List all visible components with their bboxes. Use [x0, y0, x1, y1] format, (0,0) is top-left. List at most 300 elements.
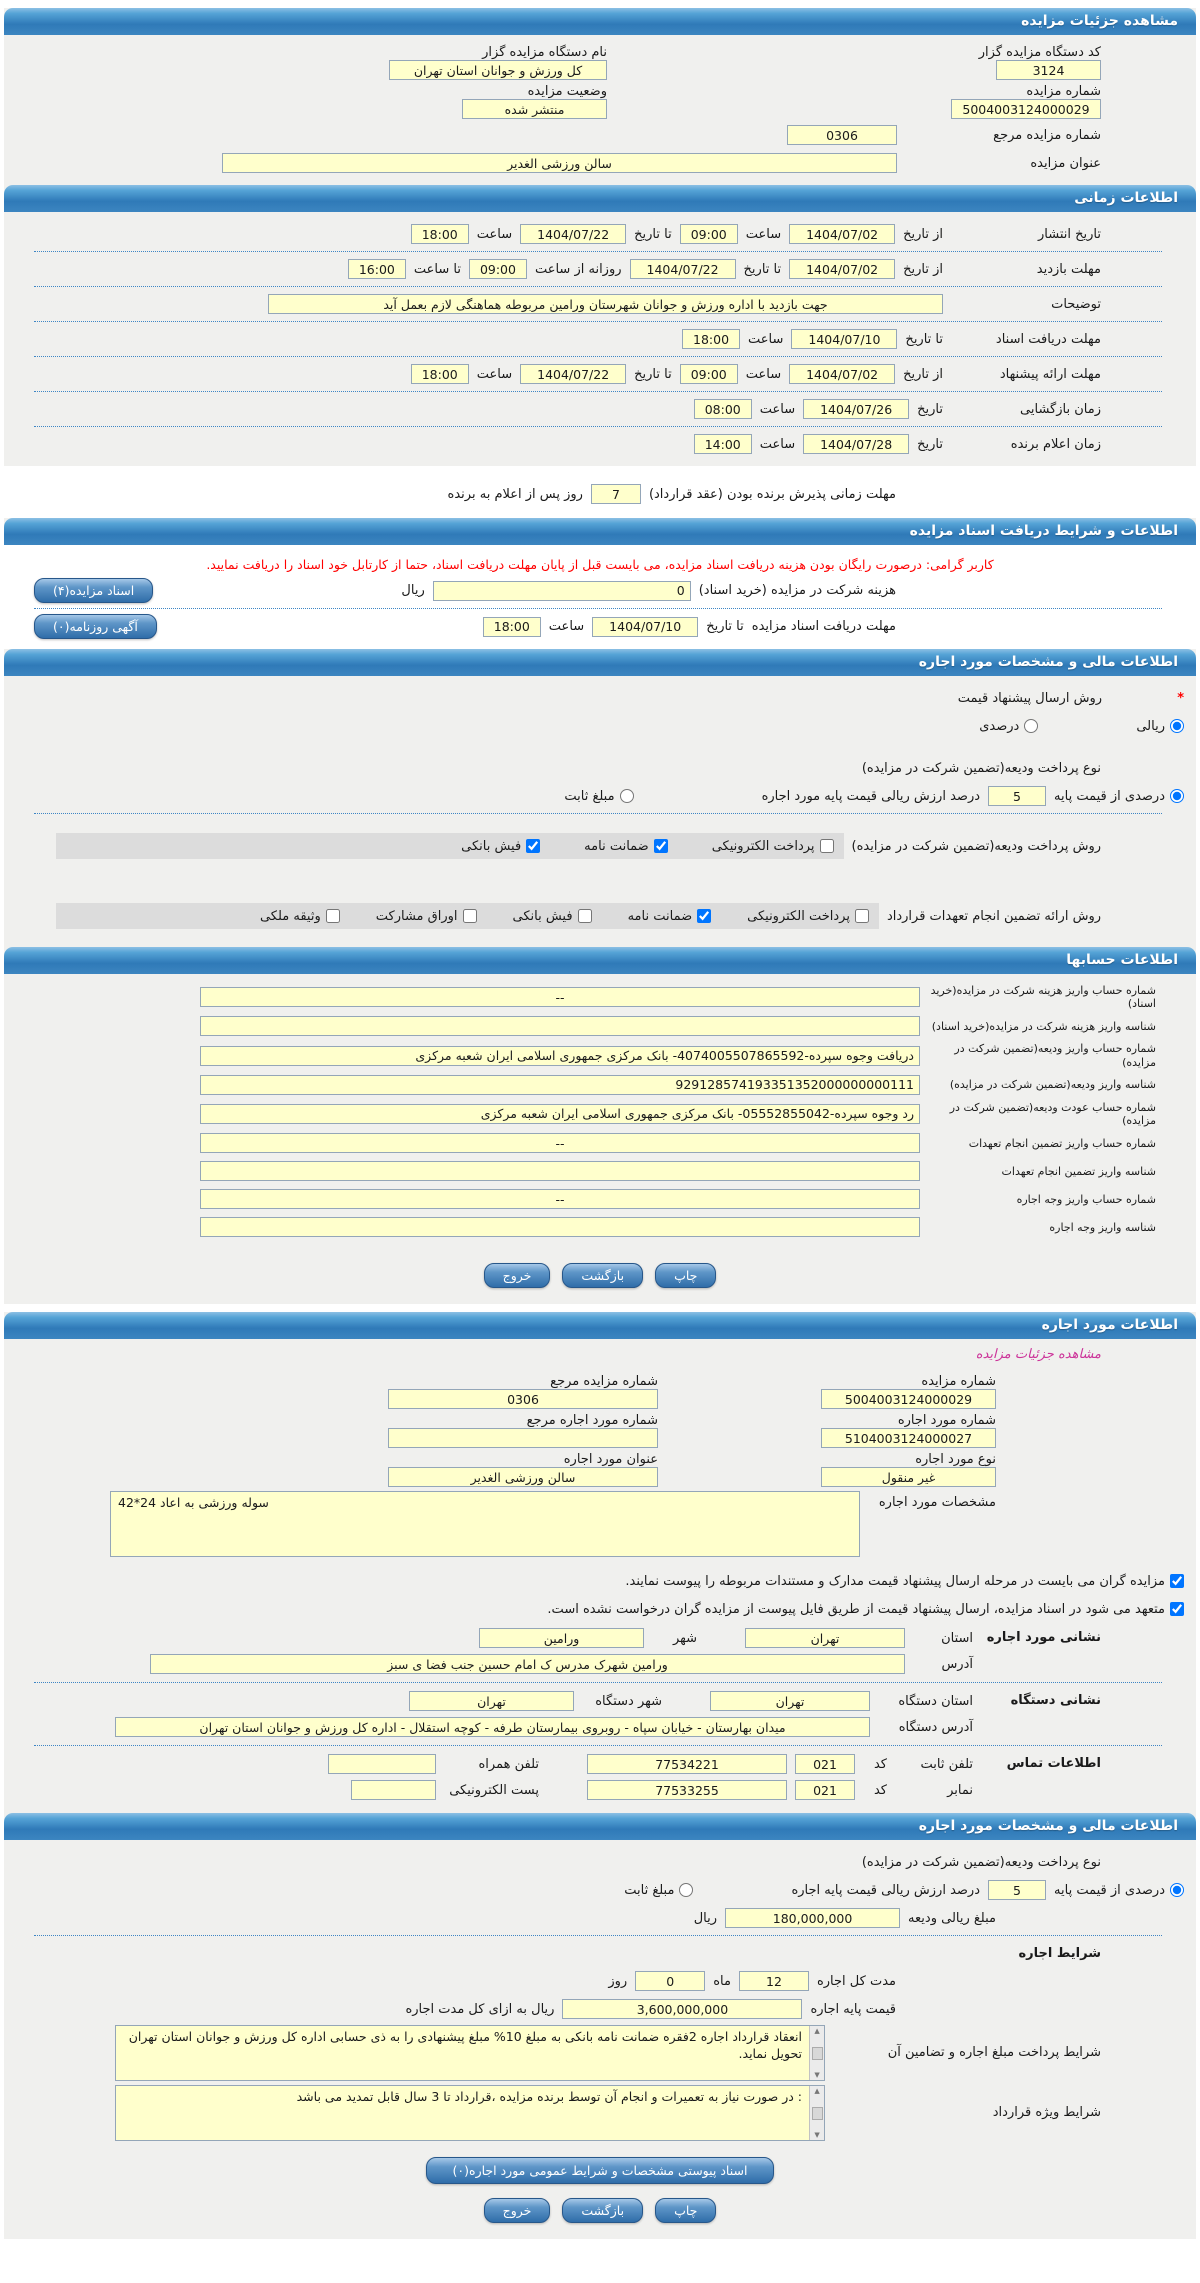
attach-note2-label: متعهد می شود در اسناد مزایده، ارسال پیشنهاد قیمت از طریق فایل پیوست از مزایده گران درخواست نشده است. — [547, 1601, 1165, 1617]
acceptance-band — [4, 466, 1196, 518]
item-number-pair — [666, 1413, 996, 1448]
offer-from-time-field[interactable]: 09:00 — [680, 364, 738, 384]
back-button[interactable]: بازگشت — [562, 2198, 643, 2223]
section-title-financial: اطلاعات مالی و مشخصات مورد اجاره — [918, 654, 1178, 670]
item-address-field[interactable]: ورامین شهرک مدرس ک امام حسین جنب فضا ی سبز — [150, 1654, 905, 1674]
guarantee-property-checkbox[interactable] — [326, 909, 340, 923]
agency-address-row — [34, 1714, 973, 1740]
fax-code-label: کد — [873, 1782, 887, 1798]
lease-terms-heading-row — [4, 1939, 1196, 1967]
spacer — [4, 931, 1196, 939]
to-date-label: تا تاریخ — [634, 226, 672, 242]
daily-from-hour-label: روزانه از ساعت — [534, 261, 622, 277]
offer-to-time-field[interactable]: 18:00 — [411, 364, 469, 384]
agency-address-label: آدرس دستگاه — [898, 1719, 973, 1735]
offer-deadline-row — [4, 360, 1196, 388]
scrollbar-down-icon[interactable]: ▼ — [814, 2131, 820, 2140]
base-price-label: قیمت پایه اجاره — [810, 2001, 896, 2017]
attach-note2-row — [4, 1595, 1196, 1623]
doc-deadline-label: مهلت دریافت اسناد — [995, 331, 1101, 347]
deposit-type-label-row — [4, 754, 1196, 782]
account-row — [4, 1213, 1196, 1241]
agency-code-label: کد دستگاه مزایده گزار — [978, 45, 1101, 60]
deposit-guarantee-letter-option[interactable] — [584, 839, 668, 854]
fax-label: نمابر — [947, 1782, 973, 1798]
doc-receive-date-field[interactable]: 1404/07/10 — [592, 617, 698, 637]
lease-months-field[interactable]: 12 — [739, 1971, 809, 1991]
auction-title-row — [4, 149, 1196, 177]
financial-2-section — [4, 1840, 1196, 2196]
rental-reference-field[interactable]: 0306 — [388, 1389, 658, 1409]
deposit-percent-field[interactable]: 5 — [988, 786, 1046, 806]
item-title-field[interactable]: سالن ورزشی الغدیر — [388, 1467, 658, 1487]
deposit-method-options — [56, 833, 844, 859]
visit-to-date-field[interactable]: 1404/07/22 — [630, 259, 736, 279]
back-button[interactable]: بازگشت — [562, 1263, 643, 1288]
phone-row — [34, 1751, 973, 1777]
offer-to-date-field[interactable]: 1404/07/22 — [520, 364, 626, 384]
percent-of-base-2-option[interactable] — [1054, 1883, 1184, 1898]
auction-view-page — [0, 8, 1200, 2239]
dotted-divider — [34, 1682, 1162, 1683]
lease-days-field[interactable]: 0 — [635, 1971, 705, 1991]
deposit-type-2-label: نوع پرداخت ودیعه(تضمین شرکت در مزایده) — [861, 1854, 1101, 1870]
item-province-label: استان — [941, 1630, 973, 1646]
section-title-rental-item: اطلاعات مورد اجاره — [1041, 1317, 1178, 1334]
item-address-group-label: نشانی مورد اجاره — [986, 1630, 1101, 1646]
deposit-electronic-checkbox[interactable] — [820, 839, 834, 853]
agency-city-field[interactable]: تهران — [409, 1691, 574, 1711]
deposit-type-2-label-row — [4, 1848, 1196, 1876]
doc-deadline-time-field[interactable]: 18:00 — [682, 329, 740, 349]
guarantee-method-label: روش ارائه تضمین انجام تعهدات قرارداد — [886, 908, 1101, 924]
rial-radio[interactable] — [1170, 719, 1184, 733]
section-title-timing: اطلاعات زمانی — [1074, 190, 1178, 206]
deposit-return-account-field[interactable]: رد وجوه سپرده-05552855042- بانک مرکزی جمهوری اسلامی ایران شعبه مرکزی — [200, 1104, 920, 1124]
status-pair — [462, 84, 607, 119]
agency-code-pair — [615, 45, 1101, 80]
reference-number-row — [4, 121, 1196, 149]
percent-of-base-option[interactable] — [1054, 789, 1184, 804]
account-row — [4, 1012, 1196, 1040]
guarantee-bank-slip-checkbox[interactable] — [578, 909, 592, 923]
publish-date-label: تاریخ انتشار — [1038, 226, 1101, 242]
acceptance-label: مهلت زمانی پذیرش برنده بودن (عقد قرارداد) — [648, 486, 896, 502]
financial-section — [4, 676, 1196, 947]
item-attachments-button[interactable]: اسناد پیوستی مشخصات و شرایط عمومی مورد اجاره(۰) — [426, 2157, 775, 2184]
scrollbar-thumb[interactable] — [812, 2047, 823, 2060]
agency-address-field[interactable]: میدان بهارستان - خیابان سپاه - روبروی بیمارستان طرفه - کوچه استقلال - اداره کل ورزش و جوانان استان تهران — [115, 1717, 870, 1737]
deposit-method-row — [4, 831, 1196, 861]
item-province-field[interactable]: تهران — [745, 1628, 905, 1648]
account-row — [4, 1099, 1196, 1129]
to-date-label: تا تاریخ — [706, 619, 744, 634]
winner-time-field[interactable]: 14:00 — [694, 434, 752, 454]
auction-status-field[interactable]: منتشر شده — [462, 99, 607, 119]
exit-button[interactable]: خروج — [484, 2198, 551, 2223]
agency-address-group-label: نشانی دستگاه — [1010, 1693, 1101, 1709]
doc-receive-deadline-label: مهلت دریافت اسناد مزایده — [751, 619, 896, 634]
visit-daily-from-field[interactable]: 09:00 — [469, 259, 527, 279]
rial-unit-label: ریال — [693, 1910, 718, 1926]
agency-code-field[interactable]: 3124 — [996, 60, 1101, 80]
scrollbar-up-icon[interactable]: ▲ — [814, 2087, 820, 2096]
publish-from-date-field[interactable]: 1404/07/02 — [789, 224, 895, 244]
item-number-row — [4, 1411, 1196, 1450]
percent-radio[interactable] — [1024, 719, 1038, 733]
agency-province-label: استان دستگاه — [898, 1693, 973, 1709]
rent-payment-id-field[interactable] — [200, 1217, 920, 1237]
months-unit-label: ماه — [713, 1973, 731, 1989]
guarantee-property-label: وثیقه ملکی — [259, 908, 321, 924]
timing-section — [4, 212, 1196, 466]
account-row-label: شناسه واریز هزینه شرکت در مزایده(خرید اسناد) — [931, 1019, 1156, 1033]
guarantee-deposit-account-field[interactable]: دریافت وجوه سپرده-4074005507865592- بانک مرکزی جمهوری اسلامی ایران شعبه مرکزی — [200, 1046, 920, 1066]
contact-rows — [34, 1751, 973, 1803]
email-field[interactable] — [351, 1780, 436, 1800]
days-unit-label: روز — [608, 1973, 628, 1989]
item-number-label: شماره مورد اجاره — [897, 1413, 996, 1429]
percent-of-base-2-label: درصدی از قیمت پایه — [1054, 1882, 1165, 1898]
doc-terms-section — [4, 545, 1196, 649]
item-reference-field[interactable] — [388, 1428, 658, 1448]
email-label: پست الکترونیکی — [449, 1782, 539, 1798]
fee-deposit-id-field[interactable] — [200, 1016, 920, 1036]
deposit-guarantee-letter-checkbox[interactable] — [654, 839, 668, 853]
payment-terms-row — [4, 2023, 1196, 2083]
account-row — [4, 1157, 1196, 1185]
attachments-button-row — [4, 2143, 1196, 2188]
agency-name-pair — [389, 45, 607, 80]
deposit-percent-suffix: درصد ارزش ریالی قیمت پایه مورد اجاره — [761, 788, 981, 804]
fixed-amount-radio[interactable] — [620, 789, 634, 803]
auction-details-section — [4, 35, 1196, 185]
price-method-label-row — [4, 684, 1196, 712]
dotted-divider — [34, 1745, 1162, 1746]
rental-auction-number-label: شماره مزایده — [921, 1374, 996, 1390]
account-row-label: شماره حساب واریز وجه اجاره — [1016, 1192, 1156, 1206]
hour-label: ساعت — [745, 366, 782, 382]
deposit-method-label: روش پرداخت ودیعه(تضمین شرکت در مزایده) — [851, 838, 1101, 854]
percent-of-base-radio[interactable] — [1170, 789, 1184, 803]
offer-from-date-field[interactable]: 1404/07/02 — [789, 364, 895, 384]
rial-option-label: ریالی — [1136, 718, 1165, 734]
guarantee-property-option[interactable] — [260, 909, 340, 924]
attach-note1-checkbox[interactable] — [1170, 1574, 1184, 1588]
hour-label: ساعت — [476, 366, 513, 382]
participation-fee-field[interactable]: 0 — [433, 581, 691, 601]
from-date-label: از تاریخ — [903, 226, 943, 242]
auction-title-label: عنوان مزایده — [1030, 155, 1101, 171]
guarantee-letter-checkbox[interactable] — [697, 909, 711, 923]
fax-number-field[interactable]: 77533255 — [587, 1780, 787, 1800]
dotted-divider — [34, 608, 1162, 609]
item-address-row — [34, 1651, 973, 1677]
spacer — [4, 861, 1196, 901]
scrollbar-up-icon[interactable]: ▲ — [814, 2027, 820, 2036]
fax-code-field[interactable]: 021 — [795, 1780, 855, 1800]
scrollbar[interactable] — [809, 2026, 824, 2080]
fixed-amount-2-option[interactable] — [624, 1883, 693, 1898]
item-address-label: آدرس — [941, 1656, 973, 1672]
item-type-pair — [666, 1452, 996, 1487]
item-address-group — [4, 1623, 1196, 1679]
doc-receive-time-field[interactable]: 18:00 — [483, 617, 541, 637]
attach-note1-option[interactable] — [625, 1574, 1184, 1589]
payment-terms-text: انعقاد قرارداد اجاره 2فقره ضمانت نامه بانکی به مبلغ 10% مبلغ پیشنهادی را به ذی حسابی اداره کل ورزش و جوانان استان تهران تحویل نماید. — [124, 2029, 802, 2061]
deposit-electronic-option[interactable] — [712, 839, 834, 854]
notes-field[interactable]: جهت بازدید با اداره ورزش و جوانان شهرستان ورامین مربوطه هماهنگی لازم بعمل آید — [268, 294, 943, 314]
attach-note2-option[interactable] — [547, 1602, 1184, 1617]
opening-time-field[interactable]: 08:00 — [694, 399, 752, 419]
mobile-field[interactable] — [328, 1754, 436, 1774]
deposit-amount-field[interactable]: 180,000,000 — [725, 1908, 900, 1928]
account-row-label: شناسه واریز تضمین انجام تعهدات — [1001, 1164, 1156, 1178]
hour-label: ساعت — [759, 436, 796, 452]
scrollbar-thumb[interactable] — [812, 2107, 823, 2120]
section-title-accounts: اطلاعات حسابها — [1066, 952, 1178, 968]
price-method-options-row — [4, 712, 1196, 740]
item-specs-area[interactable] — [110, 1491, 860, 1557]
item-type-field[interactable]: غیر منقول — [821, 1467, 996, 1487]
participation-fee-label: هزینه شرکت در مزایده (خرید اسناد) — [698, 583, 896, 598]
rental-item-panel — [4, 1312, 1196, 2239]
to-date-label: تا تاریخ — [905, 331, 943, 347]
section-title-auction-details: مشاهده جزئیات مزایده — [1021, 13, 1178, 29]
fixed-amount-2-radio[interactable] — [679, 1883, 693, 1897]
payment-terms-label: شرایط پرداخت مبلغ اجاره و تضامین آن — [887, 2045, 1101, 2061]
lease-duration-row — [4, 1967, 1196, 1995]
scrollbar-down-icon[interactable]: ▼ — [814, 2071, 820, 2080]
agency-address-rows — [34, 1688, 973, 1740]
percent-of-base-2-radio[interactable] — [1170, 1883, 1184, 1897]
contact-group-label: اطلاعات تماس — [1006, 1756, 1101, 1772]
hour-label: ساعت — [476, 226, 513, 242]
contact-group — [4, 1749, 1196, 1805]
section-title-doc-terms: اطلاعات و شرایط دریافت اسناد مزایده — [909, 523, 1178, 539]
view-details-link-row — [4, 1339, 1196, 1364]
item-number-field[interactable]: 5104003124000027 — [821, 1428, 996, 1448]
item-reference-pair — [388, 1413, 658, 1448]
dotted-divider — [34, 356, 1162, 357]
reference-number-field[interactable]: 0306 — [787, 125, 897, 145]
rental-auction-number-row — [4, 1372, 1196, 1411]
agency-province-field[interactable]: تهران — [710, 1691, 870, 1711]
winner-announce-row — [4, 430, 1196, 458]
item-city-field[interactable]: ورامین — [479, 1628, 644, 1648]
account-row-label: شماره حساب واریز تضمین انجام تعهدات — [968, 1136, 1156, 1150]
deposit-bank-slip-option[interactable] — [461, 839, 540, 854]
phone-number-field[interactable]: 77534221 — [587, 1754, 787, 1774]
fixed-amount-2-label: مبلغ ثابت — [624, 1882, 675, 1898]
deposit-electronic-label: پرداخت الکترونیکی — [711, 838, 815, 854]
free-docs-warning: کاربر گرامی: درصورت رایگان بودن هزینه دریافت اسناد مزایده، می بایست قبل از پایان مهلت دریافت اسناد، حتما از کارتابل خود اسناد را دریافت نمایید. — [206, 557, 994, 572]
rental-auction-number-pair — [666, 1374, 996, 1409]
print-button[interactable]: چاپ — [655, 1263, 716, 1288]
payment-terms-area[interactable] — [115, 2025, 825, 2081]
visit-deadline-row — [4, 255, 1196, 283]
deposit-percent-2-suffix: درصد ارزش ریالی قیمت پایه اجاره — [791, 1882, 981, 1898]
item-city-label: شهر — [672, 1630, 697, 1646]
visit-from-date-field[interactable]: 1404/07/02 — [789, 259, 895, 279]
section-header-doc-terms — [4, 518, 1196, 545]
section-header-rental-item — [4, 1312, 1196, 1339]
fixed-amount-label: مبلغ ثابت — [564, 788, 615, 804]
special-terms-area[interactable] — [115, 2085, 825, 2141]
section-header-financial-2 — [4, 1813, 1196, 1840]
exit-button[interactable]: خروج — [484, 1263, 551, 1288]
deposit-type-2-options-row — [4, 1876, 1196, 1904]
spacer — [4, 1559, 1196, 1567]
section-header-accounts — [4, 947, 1196, 974]
percent-of-base-label: درصدی از قیمت پایه — [1054, 788, 1165, 804]
guarantee-bonds-option[interactable] — [376, 909, 477, 924]
phone-code-field[interactable]: 021 — [795, 1754, 855, 1774]
to-date-label: تا تاریخ — [743, 261, 782, 277]
required-asterisk: * — [1177, 690, 1184, 706]
panel1-buttons — [4, 1249, 1196, 1292]
auction-number-row — [4, 82, 1196, 121]
special-terms-row — [4, 2083, 1196, 2143]
agency-name-label: نام دستگاه مزایده گزار — [482, 45, 607, 60]
deposit-percent-2-field[interactable]: 5 — [988, 1880, 1046, 1900]
participation-fee-row — [4, 576, 1196, 605]
notes-row — [4, 290, 1196, 318]
publish-to-time-field[interactable]: 18:00 — [411, 224, 469, 244]
item-title-pair — [388, 1452, 658, 1487]
mobile-label: تلفن همراه — [478, 1756, 539, 1772]
obligation-id-field[interactable] — [200, 1161, 920, 1181]
from-date-label: از تاریخ — [903, 366, 943, 382]
dotted-divider — [34, 813, 1162, 814]
guarantee-deposit-id-field[interactable]: 929128574193351352000000000111 — [200, 1075, 920, 1095]
account-row — [4, 1071, 1196, 1099]
guarantee-bank-slip-label: فیش بانکی — [512, 908, 573, 924]
base-price-row — [4, 1995, 1196, 2023]
notes-label: توضیحات — [1051, 296, 1101, 312]
guarantee-electronic-label: پرداخت الکترونیکی — [747, 908, 850, 924]
rental-auction-number-field[interactable]: 5004003124000029 — [821, 1389, 996, 1409]
item-specs-text: سوله ورزشی به اعاد 24*42 — [118, 1495, 269, 1511]
rent-payment-account-field[interactable]: -- — [200, 1189, 920, 1209]
doc-deadline-date-field[interactable]: 1404/07/10 — [791, 329, 897, 349]
guarantee-letter-option[interactable] — [628, 909, 712, 924]
guarantee-bonds-checkbox[interactable] — [463, 909, 477, 923]
winner-date-field[interactable]: 1404/07/28 — [803, 434, 909, 454]
percent-option[interactable] — [979, 719, 1038, 734]
guarantee-bank-slip-option[interactable] — [513, 909, 592, 924]
dotted-divider — [34, 251, 1162, 252]
from-date-label: از تاریخ — [903, 261, 943, 277]
panel2-buttons — [4, 2196, 1196, 2227]
dotted-divider — [34, 391, 1162, 392]
guarantee-electronic-checkbox[interactable] — [855, 909, 869, 923]
account-row — [4, 1129, 1196, 1157]
rial-option[interactable] — [1136, 719, 1184, 734]
scrollbar[interactable] — [809, 2086, 824, 2140]
guarantee-method-options — [56, 903, 879, 929]
item-title-label: عنوان مورد اجاره — [563, 1452, 658, 1468]
opening-time-row — [4, 395, 1196, 423]
account-row-label: شماره حساب واریز ودیعه(تضمین شرکت در مزایده) — [954, 1042, 1156, 1069]
hour-label: ساعت — [748, 331, 784, 347]
fixed-amount-option[interactable] — [564, 789, 633, 804]
opening-time-label: زمان بازگشایی — [1020, 401, 1101, 417]
accounts-section — [4, 974, 1196, 1249]
rental-item-section — [4, 1364, 1196, 1813]
account-row-label: شناسه واریز ودیعه(تضمین شرکت در مزایده) — [949, 1078, 1156, 1092]
spacer — [4, 740, 1196, 754]
opening-date-field[interactable]: 1404/07/26 — [803, 399, 909, 419]
agency-name-field[interactable]: کل ورزش و جوانان استان تهران — [389, 60, 607, 80]
fee-deposit-account-field[interactable]: -- — [200, 987, 920, 1007]
auction-number-label: شماره مزایده — [1026, 84, 1101, 99]
guarantee-method-row — [4, 901, 1196, 931]
deposit-amount-row — [4, 1904, 1196, 1932]
publish-from-time-field[interactable]: 09:00 — [680, 224, 738, 244]
section-header-auction-details — [4, 8, 1196, 35]
print-button[interactable]: چاپ — [655, 2198, 716, 2223]
item-type-label: نوع مورد اجاره — [915, 1452, 996, 1468]
auction-documents-button[interactable]: اسناد مزایده(۴) — [34, 578, 153, 603]
dotted-divider — [34, 1935, 1162, 1936]
account-row — [4, 1040, 1196, 1070]
percent-option-label: درصدی — [979, 718, 1020, 734]
deposit-bank-slip-label: فیش بانکی — [461, 838, 522, 854]
item-specs-row — [4, 1489, 1196, 1559]
date-label: تاریخ — [917, 436, 943, 452]
auction-number-field[interactable]: 5004003124000029 — [951, 99, 1101, 119]
lease-duration-label: مدت کل اجاره — [816, 1973, 896, 1989]
section-title-financial-2: اطلاعات مالی و مشخصات مورد اجاره — [918, 1818, 1178, 1835]
acceptance-suffix: روز پس از اعلام به برنده — [447, 486, 583, 502]
attach-note2-checkbox[interactable] — [1170, 1602, 1184, 1616]
hour-label: ساعت — [745, 226, 782, 242]
deposit-bank-slip-checkbox[interactable] — [526, 839, 540, 853]
rental-reference-pair — [388, 1374, 658, 1409]
publish-to-date-field[interactable]: 1404/07/22 — [520, 224, 626, 244]
to-date-label: تا تاریخ — [634, 366, 672, 382]
account-row-label: شناسه واریز وجه اجاره — [1049, 1220, 1156, 1234]
guarantee-bonds-label: اوراق مشارکت — [375, 908, 458, 924]
deposit-type-options-row — [4, 782, 1196, 810]
acceptance-days-field[interactable]: 7 — [591, 484, 641, 504]
date-label: تاریخ — [917, 401, 943, 417]
attach-note1-row — [4, 1567, 1196, 1595]
phone-label: تلفن ثابت — [920, 1756, 973, 1772]
newspaper-ad-button[interactable]: آگهی روزنامه(۰) — [34, 614, 157, 639]
rial-unit-label: ریال — [401, 583, 425, 598]
attach-note1-label: مزایده گران می بایست در مرحله ارسال پیشنهاد قیمت مدارک و مستندات مربوطه را پیوست نمایند. — [625, 1573, 1165, 1589]
account-row — [4, 982, 1196, 1012]
auction-title-field[interactable]: سالن ورزشی الغدیر — [222, 153, 897, 173]
obligation-account-field[interactable]: -- — [200, 1133, 920, 1153]
base-price-field[interactable]: 3,600,000,000 — [562, 1999, 802, 2019]
visit-daily-to-field[interactable]: 16:00 — [348, 259, 406, 279]
item-reference-label: شماره مورد اجاره مرجع — [526, 1413, 658, 1429]
item-type-row — [4, 1450, 1196, 1489]
deposit-type-label: نوع پرداخت ودیعه(تضمین شرکت در مزایده) — [861, 760, 1101, 776]
guarantee-electronic-option[interactable] — [747, 909, 869, 924]
rental-reference-label: شماره مزایده مرجع — [550, 1374, 658, 1390]
section-header-financial — [4, 649, 1196, 676]
auction-status-label: وضعیت مزایده — [527, 84, 607, 99]
hour-label: ساعت — [548, 619, 585, 634]
price-method-label: روش ارسال پیشنهاد قیمت — [957, 690, 1102, 706]
base-price-unit-label: ریال به ازای کل مدت اجاره — [405, 2001, 555, 2017]
phone-code-label: کد — [873, 1756, 887, 1772]
view-auction-details-link[interactable]: مشاهده جزئیات مزایده — [975, 1347, 1101, 1363]
